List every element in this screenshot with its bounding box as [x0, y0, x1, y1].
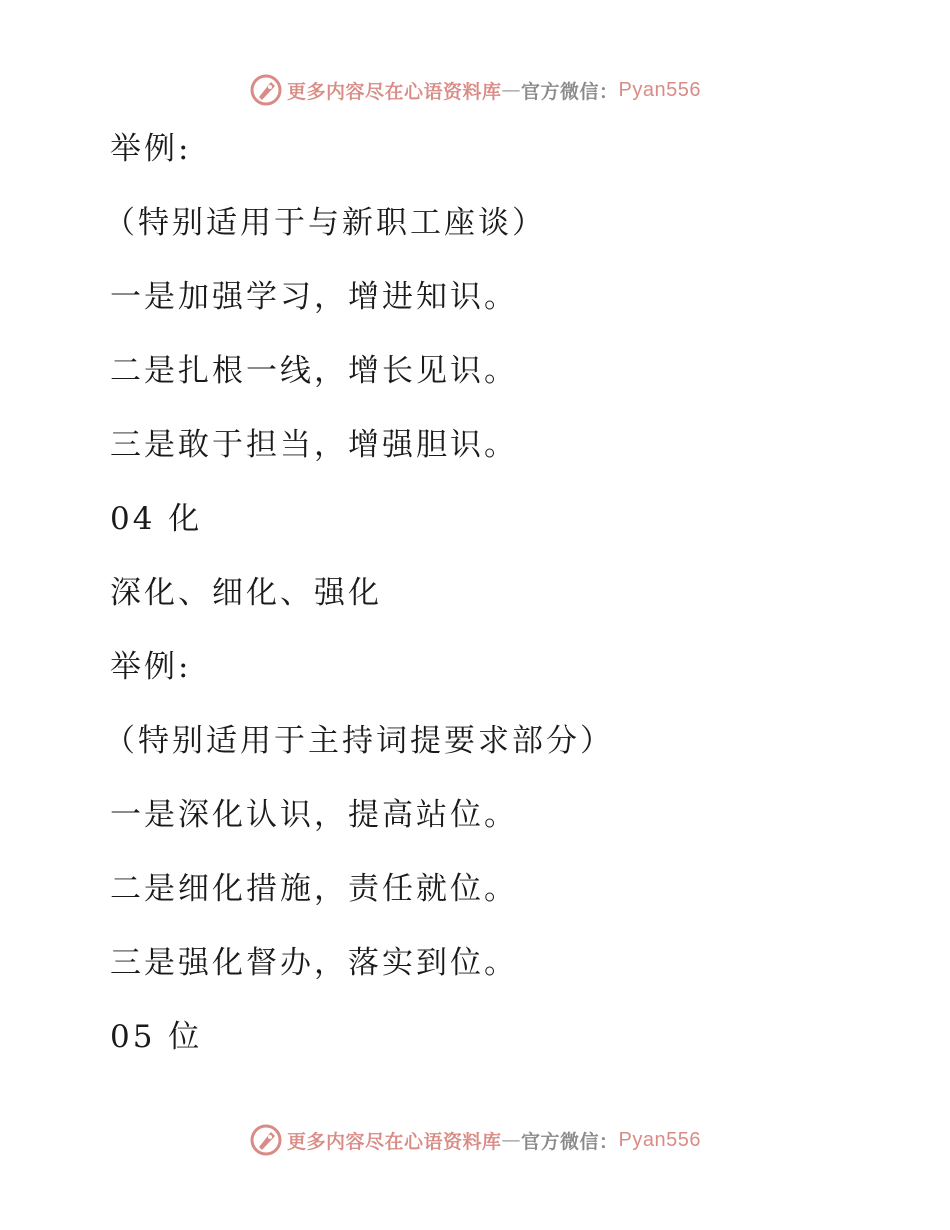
watermark-wechat-id: Pyan556: [618, 1128, 701, 1151]
text-line-example-label: 举例:: [110, 649, 192, 685]
text-line-point-one: 一是加强学习，增进知识。: [110, 279, 518, 315]
section-heading-05: 05 位: [110, 1019, 203, 1055]
text-line-point-three: 三是敢于担当，增强胆识。: [110, 427, 518, 463]
watermark-wechat-id: Pyan556: [618, 78, 701, 101]
text-line-point-three: 三是强化督办，落实到位。: [110, 945, 518, 981]
footer-watermark: [0, 1120, 950, 1160]
text-line-applicability-note: （特别适用于主持词提要求部分）: [104, 723, 614, 759]
text-line-point-two: 二是扎根一线，增长见识。: [110, 353, 518, 389]
text-line-point-two: 二是细化措施，责任就位。: [110, 871, 518, 907]
pen-nib-logo-icon: [249, 73, 283, 107]
document-body: [104, 127, 890, 1089]
watermark-dash: —: [501, 1129, 522, 1151]
watermark-official-label: 官方微信：: [521, 80, 619, 103]
text-line-applicability-note: （特别适用于与新职工座谈）: [104, 205, 546, 241]
text-line-section-keywords: 深化、细化、强化: [110, 575, 382, 611]
watermark-brand-text: 更多内容尽在心语资料库: [287, 1130, 502, 1153]
watermark-dash: —: [501, 79, 522, 101]
text-line-point-one: 一是深化认识，提高站位。: [110, 797, 518, 833]
section-heading-04: 04 化: [110, 501, 203, 537]
pen-nib-logo-icon: [249, 1123, 283, 1157]
watermark-brand-text: 更多内容尽在心语资料库: [287, 80, 502, 103]
watermark-official-label: 官方微信：: [521, 1130, 619, 1153]
text-line-example-label: 举例:: [110, 131, 192, 167]
header-watermark: [0, 70, 950, 110]
